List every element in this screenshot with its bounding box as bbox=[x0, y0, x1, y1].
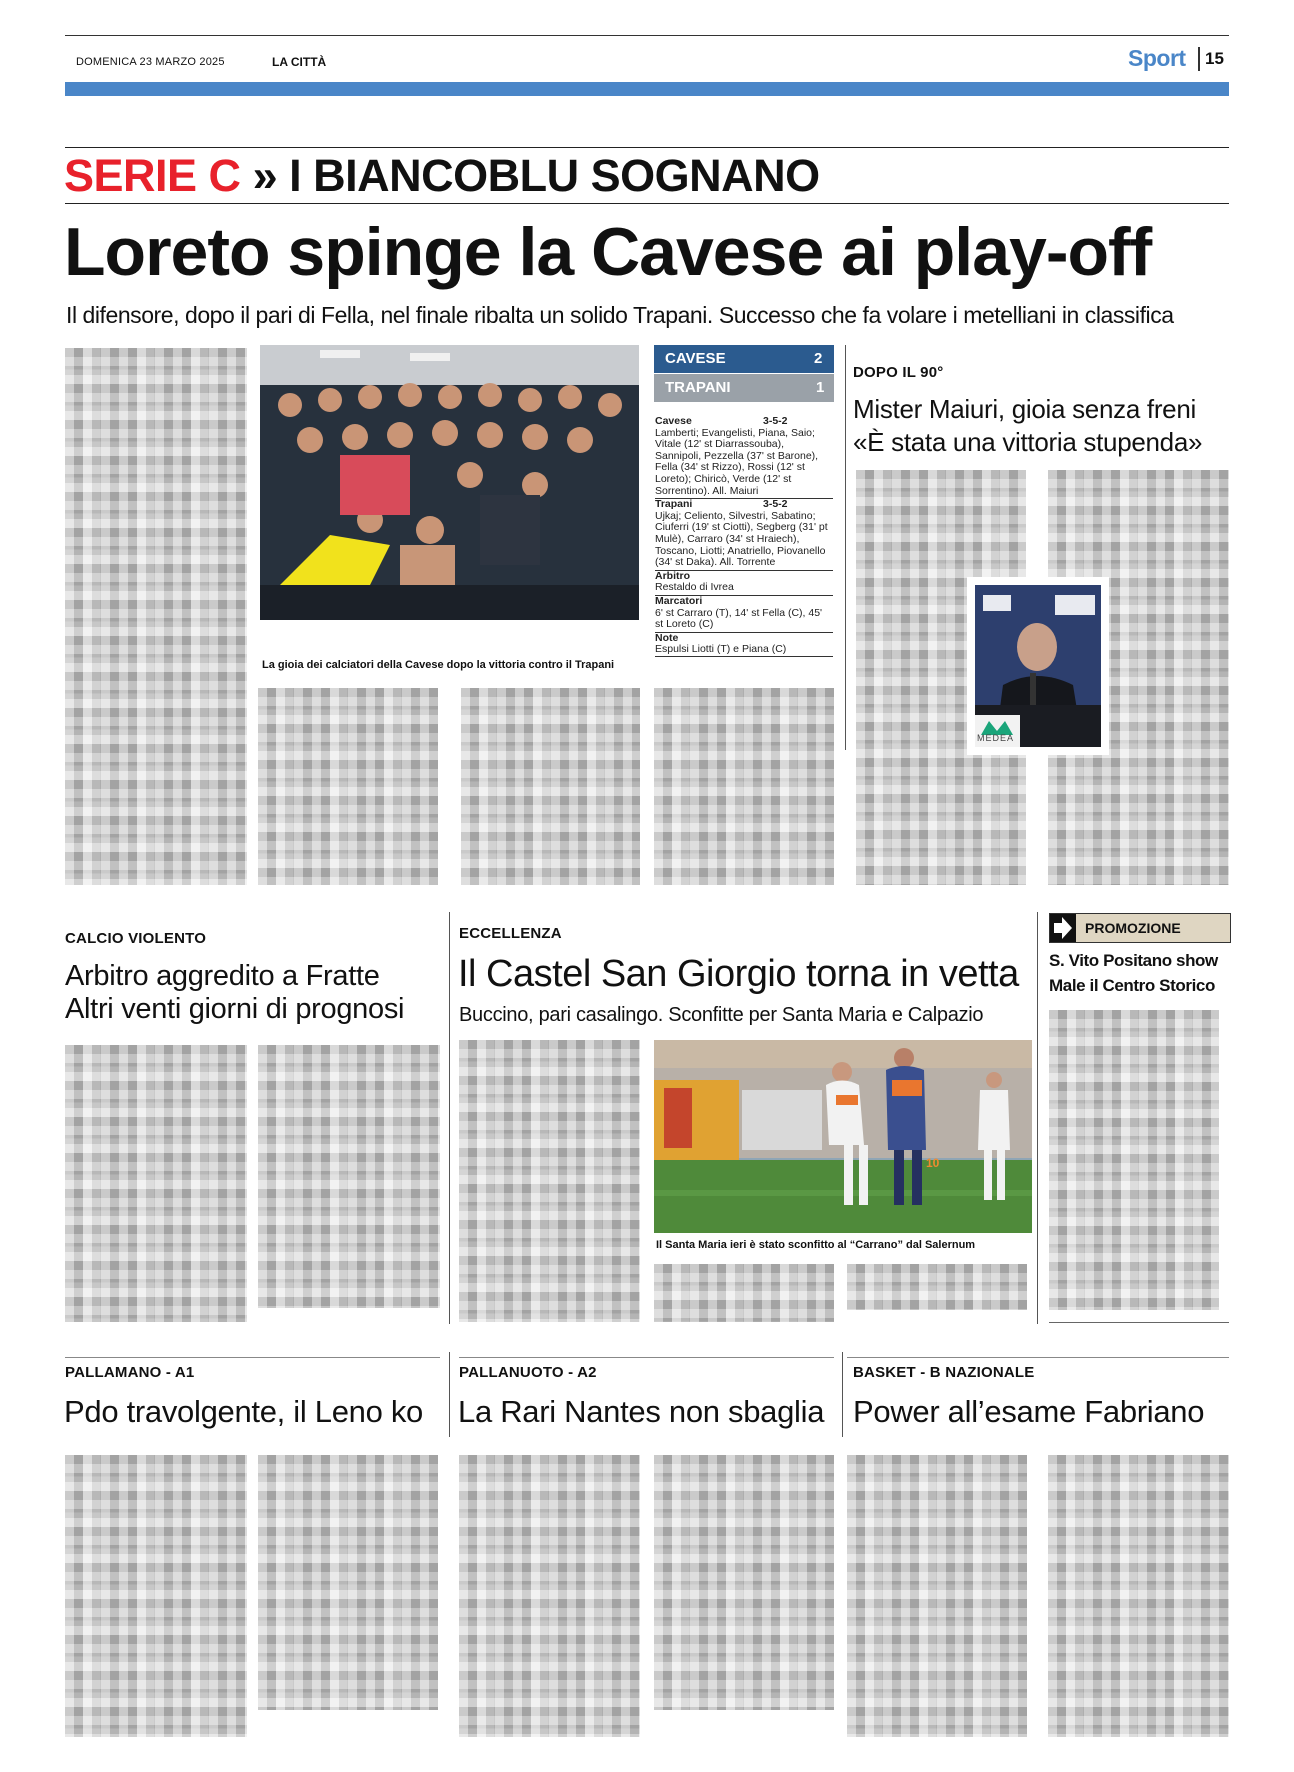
score-row-trapani bbox=[654, 374, 834, 402]
main-kicker bbox=[64, 150, 820, 202]
notes-label: Note bbox=[655, 632, 833, 645]
bottom1-headline: Pdo travolgente, il Leno ko bbox=[64, 1394, 423, 1429]
kicker-separator: » bbox=[252, 150, 278, 201]
story2-divider bbox=[449, 912, 450, 1324]
score-value1: 2 bbox=[814, 350, 823, 367]
page-date: DOMENICA 23 MARZO 2025 bbox=[76, 56, 225, 68]
story2-headline-line1: Arbitro aggredito a Fratte bbox=[65, 960, 380, 992]
story4-headline-line2: Male il Centro Storico bbox=[1049, 976, 1215, 995]
top-rule bbox=[65, 35, 1229, 36]
page-number: 15 bbox=[1205, 49, 1224, 68]
story4-kicker: PROMOZIONE bbox=[1085, 920, 1181, 936]
section-label: Sport bbox=[1128, 45, 1186, 71]
story3-text-col1 bbox=[459, 1040, 640, 1322]
trapani-formation: 3-5-2 bbox=[763, 498, 788, 511]
score-row-cavese bbox=[654, 345, 834, 373]
cavese-label: Cavese bbox=[655, 415, 692, 427]
article-text-col2 bbox=[258, 688, 438, 885]
header-divider bbox=[1198, 47, 1200, 71]
story3-kicker: ECCELLENZA bbox=[459, 925, 562, 942]
cavese-lineup: Lamberti; Evangelisti, Piana, Saio; Vitale (12' st Diarrassouba), Sannipoli, Pezzella (37' st Barone), Fella (34' st Rizzo), Rossi (12' st Loreto); Chiricò, Verde (12' st Sorrentino). All. Maiuri bbox=[655, 426, 819, 497]
main-headline: Loreto spinge la Cavese ai play-off bbox=[64, 214, 1152, 290]
match-action-photo bbox=[654, 1040, 1032, 1233]
story2-kicker: CALCIO VIOLENTO bbox=[65, 930, 207, 947]
trapani-label: Trapani bbox=[655, 498, 693, 511]
bottom3-rule bbox=[847, 1357, 1229, 1358]
coach-photo-graphic bbox=[975, 585, 1101, 747]
kicker-serie-c: SERIE C bbox=[64, 150, 241, 201]
bottom3-text-col1 bbox=[847, 1455, 1027, 1737]
side-headline bbox=[853, 393, 1202, 459]
score-team1: CAVESE bbox=[665, 350, 726, 367]
score-team2: TRAPANI bbox=[665, 379, 731, 396]
story4-headline bbox=[1049, 948, 1218, 998]
match-photo-graphic bbox=[654, 1040, 1032, 1233]
story2-text-col2 bbox=[258, 1045, 440, 1308]
story4-bottom-rule bbox=[1049, 1322, 1229, 1323]
kicker-rule-bottom bbox=[65, 203, 1229, 204]
story3-divider bbox=[1037, 912, 1038, 1324]
scorers-label: Marcatori bbox=[655, 595, 833, 608]
arrow-right-icon bbox=[1050, 914, 1076, 942]
jersey-number: 10 bbox=[926, 1156, 940, 1170]
side-headline-line1: Mister Maiuri, gioia senza freni bbox=[853, 394, 1196, 424]
trapani-header bbox=[655, 498, 833, 511]
bottom1-text-col2 bbox=[258, 1455, 438, 1710]
notes-text: Espulsi Liotti (T) e Piana (C) bbox=[655, 644, 833, 657]
story3-text-col3 bbox=[847, 1264, 1027, 1310]
bottom1-divider bbox=[449, 1352, 450, 1437]
referee-label: Arbitro bbox=[655, 570, 833, 583]
score-value2: 1 bbox=[816, 379, 825, 396]
side-kicker: DOPO IL 90° bbox=[853, 364, 944, 381]
bottom1-kicker: PALLAMANO - A1 bbox=[65, 1364, 195, 1381]
header-blue-bar bbox=[65, 82, 1229, 96]
bottom2-divider bbox=[842, 1352, 843, 1437]
scorers-list: 6' st Carraro (T), 14' st Fella (C), 45' st Loreto (C) bbox=[655, 606, 823, 631]
side-story-divider bbox=[845, 345, 846, 750]
bottom2-text-col1 bbox=[459, 1455, 640, 1737]
article-text-col4 bbox=[654, 688, 834, 885]
bottom1-text-col1 bbox=[65, 1455, 247, 1737]
story4-headline-line1: S. Vito Positano show bbox=[1049, 951, 1218, 970]
referee-name: Restaldo di Ivrea bbox=[655, 581, 734, 594]
story3-headline: Il Castel San Giorgio torna in vetta bbox=[458, 953, 1019, 995]
bottom3-headline: Power all’esame Fabriano bbox=[853, 1394, 1205, 1429]
story2-headline-line2: Altri venti giorni di prognosi bbox=[65, 993, 405, 1025]
bottom2-rule bbox=[459, 1357, 834, 1358]
kicker-rest: I BIANCOBLU SOGNANO bbox=[289, 150, 820, 201]
scorebox-details bbox=[655, 416, 833, 657]
promozione-arrow-icon bbox=[1050, 914, 1076, 942]
team-photo-graphic bbox=[260, 345, 639, 620]
article-text-col1 bbox=[65, 348, 247, 885]
story3-subhead: Buccino, pari casalingo. Sconfitte per Santa Maria e Calpazio bbox=[459, 1004, 984, 1026]
cavese-formation: 3-5-2 bbox=[763, 415, 788, 427]
bottom3-kicker: BASKET - B NAZIONALE bbox=[853, 1364, 1035, 1381]
match-photo-caption: Il Santa Maria ieri è stato sconfitto al “Carrano” dal Salernum bbox=[656, 1239, 976, 1251]
bottom3-text-col2 bbox=[1048, 1455, 1229, 1737]
story2-headline bbox=[65, 960, 404, 1026]
bottom2-text-col2 bbox=[654, 1455, 834, 1710]
bottom2-headline: La Rari Nantes non sbaglia bbox=[458, 1394, 825, 1429]
photo-logo-text: MEDEA bbox=[977, 733, 1015, 743]
promozione-tag bbox=[1049, 913, 1231, 943]
main-photo-caption: La gioia dei calciatori della Cavese dopo la vittoria contro il Trapani bbox=[262, 659, 615, 671]
coach-photo bbox=[975, 585, 1101, 747]
trapani-lineup: Ujkaj; Celiento, Silvestri, Sabatino; Ciuferri (19' st Ciotti), Segberg (31' pt Mulè), Carraro (34' st Hraiech), Toscano, Liotti; Anatriello, Piovanello (34' st Daka). All. Torrente bbox=[655, 509, 828, 569]
kicker-rule-top bbox=[65, 147, 1229, 148]
article-text-col3 bbox=[461, 688, 640, 885]
main-subhead: Il difensore, dopo il pari di Fella, nel finale ribalta un solido Trapani. Successo che fa volare i metelliani in classifica bbox=[66, 302, 1174, 328]
bottom1-rule bbox=[65, 1357, 440, 1358]
team-celebration-photo bbox=[260, 345, 639, 620]
story3-text-col2 bbox=[654, 1264, 834, 1322]
cavese-header bbox=[655, 416, 833, 428]
side-headline-line2: «È stata una vittoria stupenda» bbox=[853, 427, 1203, 457]
paper-name: LA CITTÀ bbox=[272, 55, 327, 69]
story2-text-col1 bbox=[65, 1045, 247, 1322]
bottom2-kicker: PALLANUOTO - A2 bbox=[459, 1364, 597, 1381]
story4-text bbox=[1049, 1010, 1219, 1310]
coach-photo-frame bbox=[967, 577, 1109, 755]
